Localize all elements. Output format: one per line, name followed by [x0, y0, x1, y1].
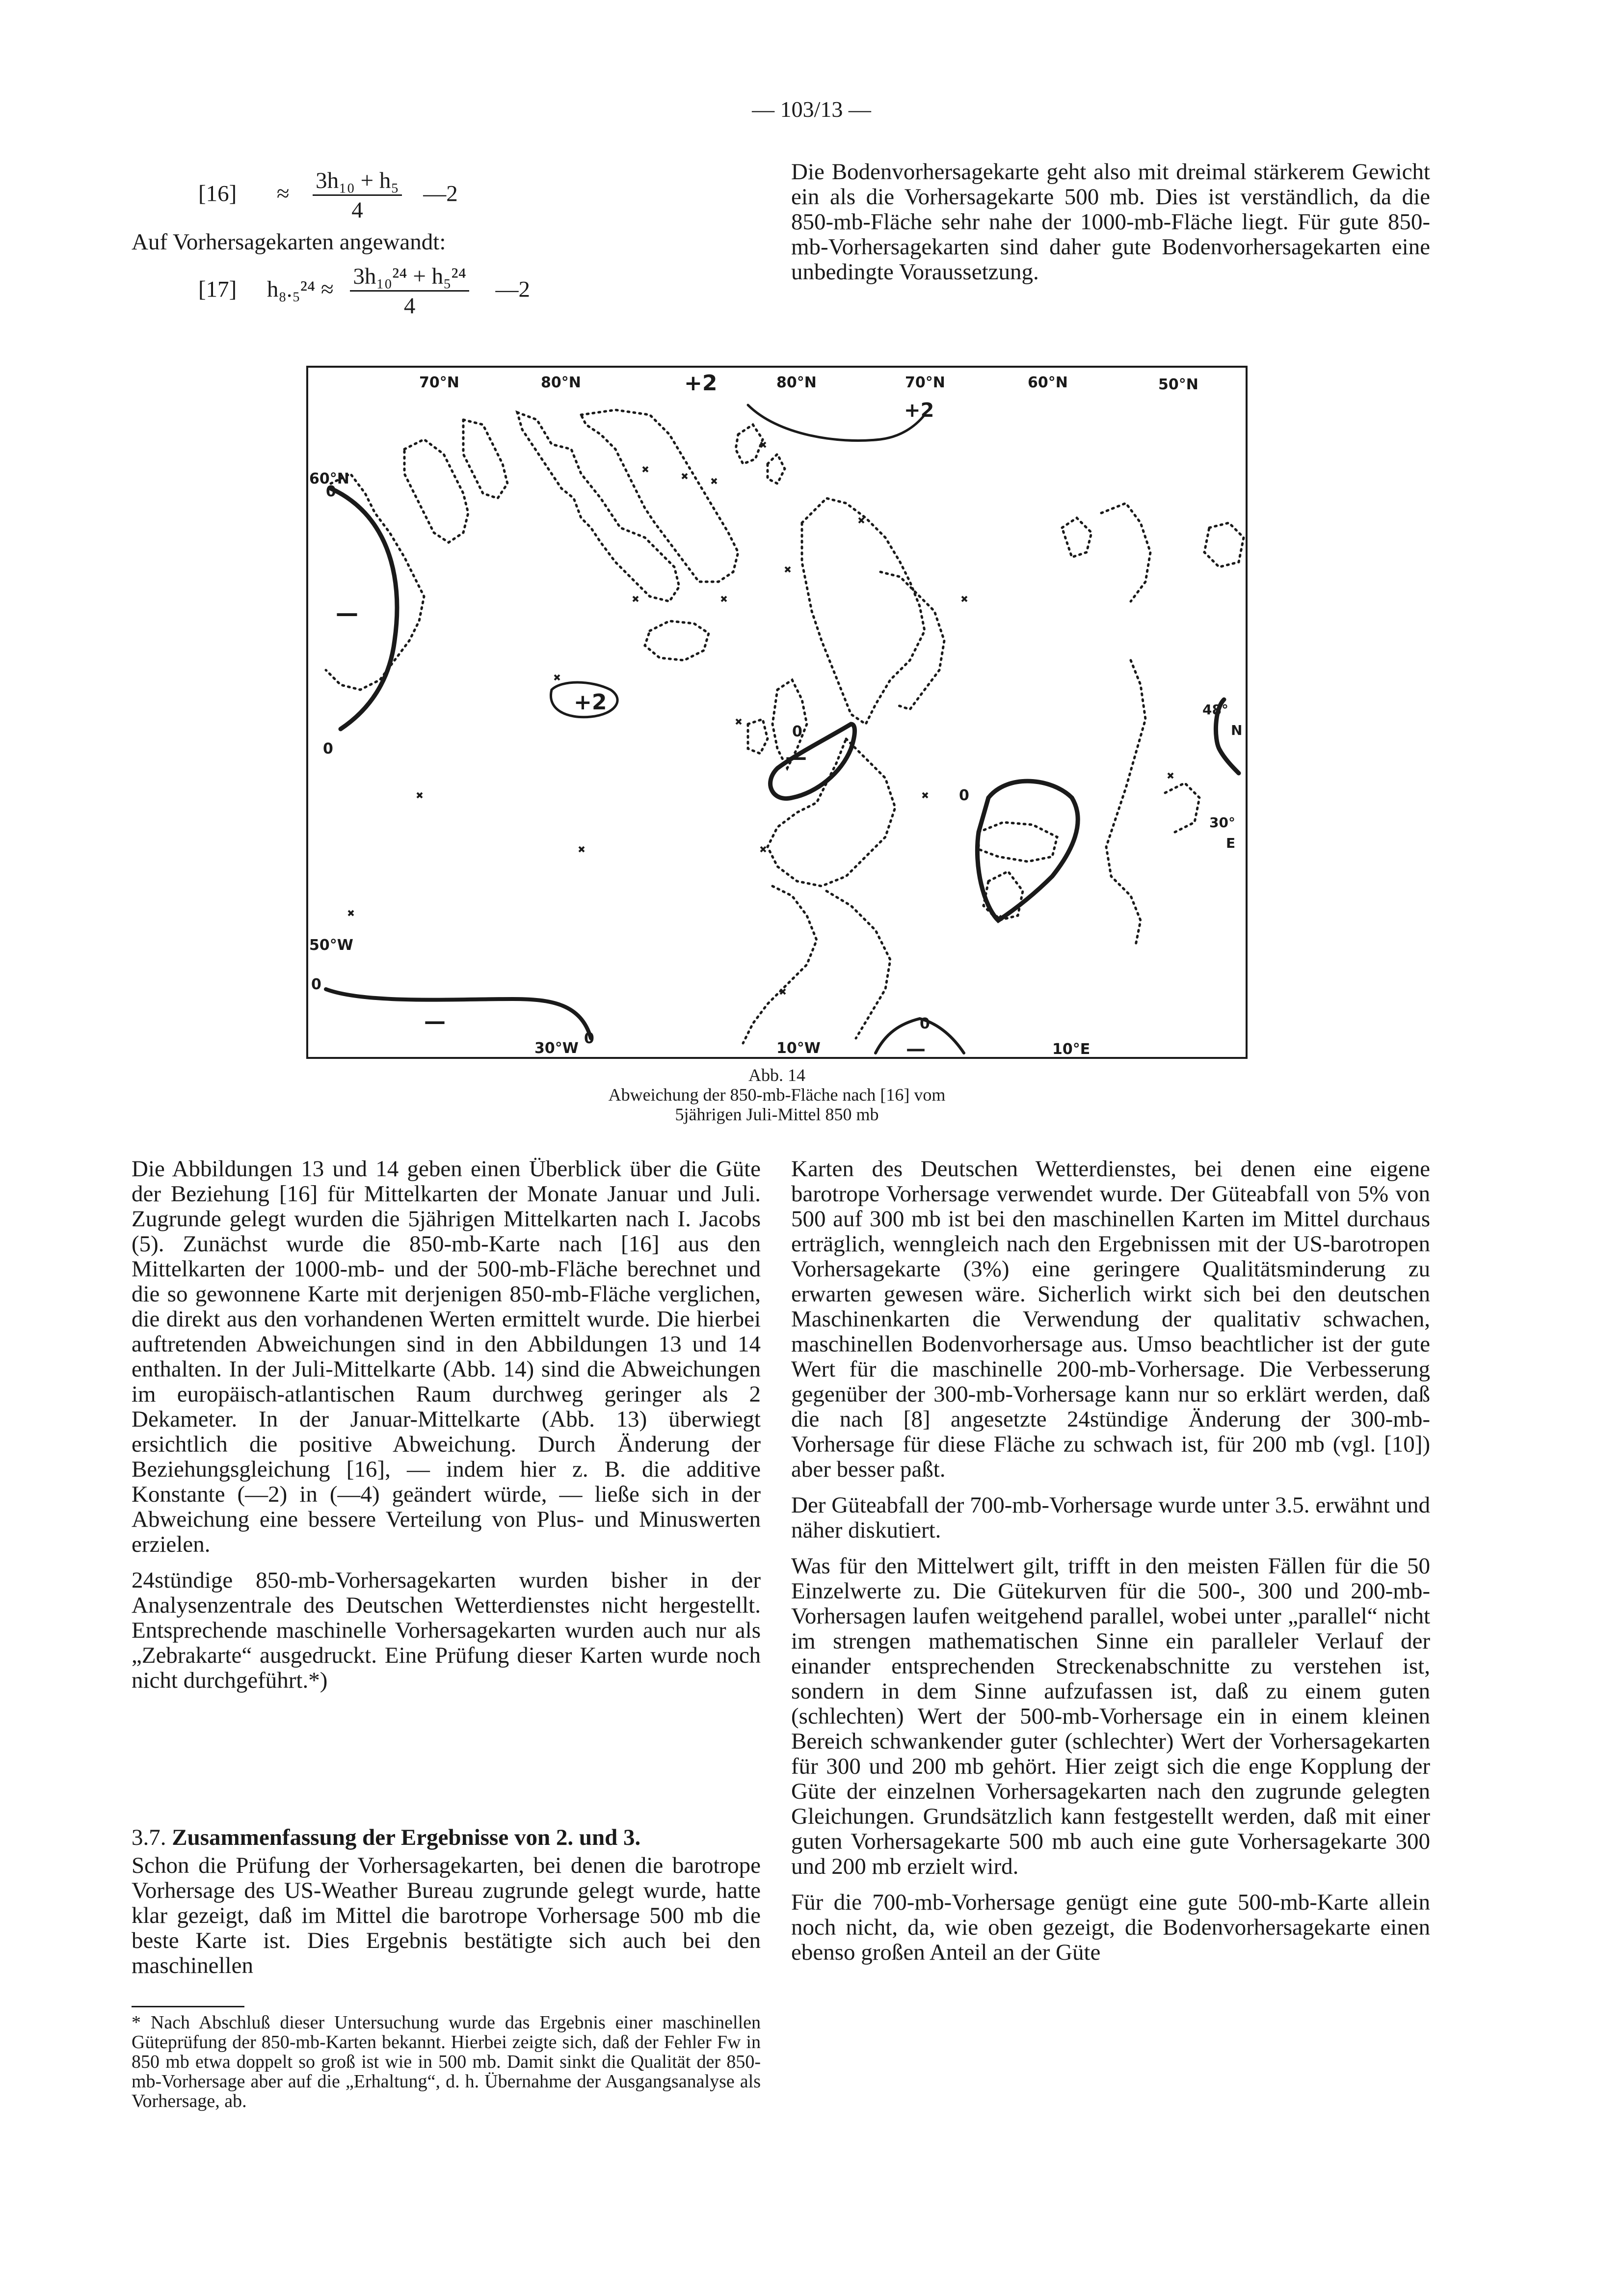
coast-ireland: [748, 719, 768, 754]
cross: [923, 793, 928, 798]
formula-16: [198, 169, 458, 222]
coastlines: [326, 410, 1244, 1043]
formula-16-label: [16]: [198, 181, 237, 207]
coast-baffin: [404, 439, 468, 542]
formula-16-numerator: 3h₁₀ + h₅: [313, 169, 402, 196]
formula-17: [198, 265, 530, 318]
cross: [417, 793, 422, 798]
label-lat70n: 70°N: [419, 374, 459, 391]
label-plus2-mid: +2: [574, 690, 607, 715]
cross: [962, 596, 967, 601]
coast-iceland: [645, 621, 709, 660]
label-minus-b: —: [785, 745, 807, 770]
isoline-top: [748, 405, 925, 440]
isoline-center: [771, 724, 855, 799]
coast-svalbard-b: [768, 454, 785, 484]
right-paragraph-4: Für die 700-mb-Vorhersage genügt eine gute 500-mb-Karte allein noch nicht, da, wie oben gezeigt, die Bodenvorhersagekarte einen ebenso großen Anteil an der Güte: [791, 1890, 1430, 1965]
isoline-east: [977, 781, 1078, 920]
isolines: [326, 405, 1239, 1053]
cross: [712, 479, 717, 484]
label-zero-a: 0: [326, 483, 336, 500]
formula-17-label: [17]: [198, 276, 237, 302]
formula-16-denominator: 4: [351, 197, 363, 223]
label-zero-f: 0: [584, 1030, 594, 1047]
formula-17-numerator: 3h₁₀²⁴ + h₅²⁴: [350, 265, 469, 292]
coast-baltic: [880, 572, 944, 709]
section-heading-number: 3.7.: [132, 1825, 166, 1850]
caption-line-2: 5jährigen Juli-Mittel 850 mb: [675, 1105, 879, 1124]
label-zero-c: 0: [792, 723, 802, 740]
formula-17-lhs: h₈.₅²⁴ ≈: [266, 276, 334, 302]
coast-arctic-isle: [463, 420, 507, 498]
section-heading: [132, 1825, 761, 1850]
label-minus-d: —: [906, 1038, 926, 1059]
label-lon50w: 50°W: [309, 937, 353, 954]
label-minus-a: —: [336, 600, 358, 626]
label-lon10w: 10°W: [776, 1040, 821, 1057]
page-number: — 103/13 —: [752, 97, 871, 122]
isoline-south: [326, 989, 591, 1038]
formula-17-tail: —2: [495, 276, 530, 302]
label-lat80n: 80°N: [541, 374, 581, 391]
formula-16-fraction: [313, 169, 402, 222]
label-lat48n: 48°: [1202, 702, 1228, 718]
formula-17-denominator: 4: [403, 293, 416, 319]
cross: [633, 596, 638, 601]
coast-east-d: [1204, 523, 1244, 567]
label-lon30w: 30°W: [534, 1040, 579, 1057]
coast-east-a: [1101, 503, 1150, 601]
cross: [1168, 773, 1173, 778]
cross: [348, 911, 353, 916]
cross: [579, 847, 584, 852]
coast-sea-b: [984, 871, 1023, 920]
label-e: E: [1226, 835, 1236, 851]
label-lat60n: 60°N: [1028, 374, 1068, 391]
coast-europe-south: [826, 891, 890, 1038]
map-labels: [309, 371, 1242, 1059]
cross: [761, 847, 766, 852]
left-paragraph-1: Die Abbildungen 13 und 14 geben einen Überblick über die Güte der Beziehung [16] für Mittelkarten der Monate Januar und Juli. Zugrunde gelegt wurden die 5jährigen Mittelkarten nach I. Jacobs (5). Zunächst wurde die 850-mb-Karte nach [16] aus den Mittelkarten der 1000-mb- und der 500-mb-Fläche berechnet und die so gewonnene Karte mit derjenigen 850-mb-Fläche verglichen, die direkt aus den vorhandenen Werten ermittelt wurde. Die hierbei auftretenden Abweichungen sind in den Abbildungen 13 und 14 enthalten. In der Juli-Mittelkarte (Abb. 14) sind die Abweichungen im europäisch-atlantischen Raum durchweg geringer als 2 Dekameter. In der Januar-Mittelkarte (Abb. 13) überwiegt ersichtlich die positive Abweichung. Durch Änderung der Beziehungsgleichung [16], — indem hier z. B. die additive Konstante (—2) in (—4) geändert würde, — ließe sich in der Abweichung eine bessere Verteilung von Plus- und Minuswerten erzielen.: [132, 1156, 761, 1557]
caption-line-1: Abweichung der 850-mb-Fläche nach [16] vom: [608, 1085, 946, 1105]
label-n: N: [1231, 722, 1243, 738]
coast-greenland: [517, 412, 679, 601]
footnote-rule: [132, 2006, 244, 2007]
figure-map: [306, 366, 1248, 1059]
caption-title: Abb. 14: [748, 1065, 805, 1085]
grid-crosses: [348, 442, 1173, 994]
cross: [682, 474, 687, 479]
map-svg: [306, 366, 1248, 1059]
label-plus2-top: +2: [684, 371, 718, 396]
cross: [721, 596, 726, 601]
formula-16-approx: ≈: [276, 181, 290, 207]
left-paragraph-3: Schon die Prüfung der Vorhersagekarten, bei denen die barotrope Vorhersage des US-Weather Bureau zugrunde gelegt wurde, hatte klar gezeigt, daß im Mittel die barotrope Vorhersage 500 mb die beste Karte ist. Dies Ergebnis bestätigte sich auch bei den maschinellen: [132, 1853, 761, 1978]
cross: [859, 518, 864, 523]
footnote: * Nach Abschluß dieser Untersuchung wurde das Ergebnis einer maschinellen Güteprüfung der 850-mb-Karten bekannt. Hierbei zeigte sich, daß der Fehler Fw in 850 mb etwa doppelt so groß ist wie in 500 mb. Damit sinkt die Qualität der 850-mb-Vorhersage aber auf die „Erhaltung“, d. h. Übernahme der Ausgangsanalyse als Vorhersage, ab.: [132, 2012, 761, 2111]
cross: [643, 467, 648, 472]
label-lat70n-b: 70°N: [905, 374, 945, 391]
coast-labrador: [326, 474, 424, 690]
coast-iberia: [743, 886, 817, 1043]
label-lat80n-b: 80°N: [776, 374, 817, 391]
map-frame: [307, 367, 1247, 1058]
cross: [785, 567, 790, 572]
intro-right-paragraph: Die Bodenvorhersagekarte geht also mit dreimal stärkerem Gewicht ein als die Vorhersagekarte 500 mb. Dies ist verständlich, da die 850-mb-Fläche sehr nahe der 1000-mb-Fläche liegt. Für gute 850-mb-Vorhersagekarten sind daher gute Bodenvorhersagekarten eine unbedingte Voraussetzung.: [791, 159, 1430, 285]
coast-blacksea: [979, 822, 1057, 862]
label-zero-b: 0: [323, 740, 333, 757]
coast-east-c: [1062, 518, 1091, 557]
cross: [736, 719, 741, 724]
label-zero-e: 0: [311, 976, 321, 993]
coast-greenland-inner: [581, 410, 738, 582]
coast-east-b: [1106, 660, 1145, 945]
section-heading-text: Zusammenfassung der Ergebnisse von 2. und 3.: [172, 1825, 641, 1850]
coast-scandinavia: [802, 498, 925, 724]
figure-caption: [306, 1065, 1248, 1124]
coast-east-e: [1165, 783, 1199, 832]
label-zero-d: 0: [959, 787, 969, 804]
coast-svalbard: [736, 425, 763, 464]
right-paragraph-1: Karten des Deutschen Wetterdienstes, bei denen eine eigene barotrope Vorhersage verwendet wurde. Der Güteabfall von 5% von 500 auf 300 mb ist bei den maschinellen Karten im Mittel durchaus erträglich, wenngleich nach den Ergebnissen mit der US-barotropen Vorhersagekarte (3%) eine geringere Qualitätsminderung zu erwarten gewesen wäre. Sicherlich wirkt sich bei den deutschen Maschinenkarten die Verwendung der qualitativ schwachen, maschinellen Bodenvorhersage aus. Umso beachtlicher ist der gute Wert für die maschinelle 200-mb-Vorhersage. Die Verbesserung gegenüber der 300-mb-Vorhersage kann nur so erklärt werden, daß die nach [8] angesetzte 24stündige Änderung der 300-mb-Vorhersage für diese Fläche zu schwach ist, für 200 mb (vgl. [10]) aber besser paßt.: [791, 1156, 1430, 1482]
label-lat60n-left: 60°N: [309, 470, 349, 487]
label-minus-c: —: [424, 1009, 446, 1034]
formula-17-fraction: [350, 265, 469, 318]
cross: [555, 675, 559, 680]
right-column: [791, 1157, 1430, 1976]
left-column: [132, 1157, 761, 1704]
label-lon10e: 10°E: [1052, 1041, 1091, 1058]
formula-applied-text: Auf Vorhersagekarten angewandt:: [132, 229, 446, 255]
left-paragraph-2: 24stündige 850-mb-Vorhersagekarten wurden bisher in der Analysenzentrale des Deutschen Wetterdienstes nicht hergestellt. Entsprechende maschinelle Vorhersagekarten wurden auch nur als „Zebrakarte“ ausgedruckt. Eine Prüfung dieser Karten wurde noch nicht durchgeführt.*): [132, 1567, 761, 1693]
right-paragraph-2: Der Güteabfall der 700-mb-Vorhersage wurde unter 3.5. erwähnt und näher diskutiert.: [791, 1492, 1430, 1543]
label-lon30e: 30°: [1209, 814, 1235, 831]
label-zero-g: 0: [920, 1015, 930, 1032]
label-lat50n: 50°N: [1158, 376, 1198, 393]
label-plus2-right: +2: [904, 399, 934, 422]
formula-16-tail: —2: [423, 181, 458, 207]
right-paragraph-3: Was für den Mittelwert gilt, trifft in den meisten Fällen für die 50 Einzelwerte zu. Die Gütekurven für die 500-, 300 und 200-mb-Vorhersagen laufen weitgehend parallel, wobei unter „parallel“ nicht im strengen mathematischen Sinne ein paralleler Verlauf der einander entsprechenden Streckenabschnitte zu verstehen ist, sondern in dem Sinne aufzufassen ist, daß zu einem guten (schlechten) Wert der 500-mb-Vorhersage ein in einem kleinen Bereich schwankender guter (schlechter) Wert der Vorhersagekarten für 300 und 200 mb gehört. Hier zeigt sich die enge Kopplung der Güte der einzelnen Vorhersagekarten nach den zugrunde gelegten Gleichungen. Grundsätzlich kann festgestellt werden, daß mit einer guten Vorhersagekarte 500 mb auch eine gute Vorhersagekarte 300 und 200 mb erzielt wird.: [791, 1553, 1430, 1879]
